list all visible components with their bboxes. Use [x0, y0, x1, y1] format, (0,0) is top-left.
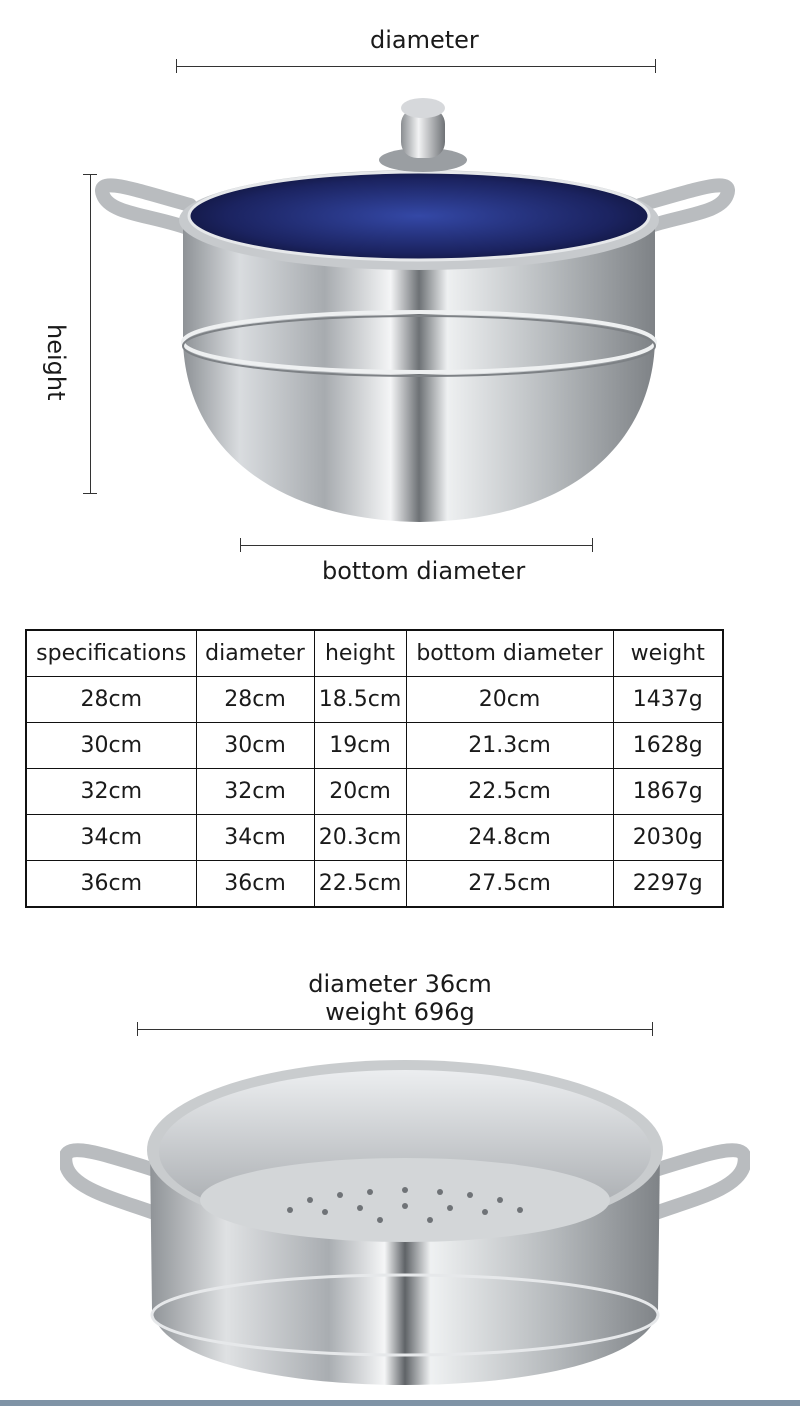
cell-specification: 34cm [26, 815, 196, 861]
cell-diameter: 28cm [196, 677, 314, 723]
stock-pot-image [95, 80, 745, 530]
steamer-diameter-label: diameter 36cm [308, 970, 492, 998]
top-diameter-label: diameter [370, 26, 479, 54]
cell-diameter: 34cm [196, 815, 314, 861]
cell-specification: 32cm [26, 769, 196, 815]
cell-specification: 28cm [26, 677, 196, 723]
cell-weight: 1437g [613, 677, 723, 723]
cell-weight: 1867g [613, 769, 723, 815]
cell-diameter: 36cm [196, 861, 314, 908]
header-diameter: diameter [196, 630, 314, 677]
header-specifications: specifications [26, 630, 196, 677]
header-weight: weight [613, 630, 723, 677]
steamer-insert-image [60, 1050, 750, 1395]
cell-weight: 2030g [613, 815, 723, 861]
cell-height: 18.5cm [314, 677, 406, 723]
cell-bottom-diameter: 24.8cm [406, 815, 613, 861]
cell-weight: 1628g [613, 723, 723, 769]
specifications-table [25, 629, 724, 908]
steamer-weight-label: weight 696g [325, 998, 475, 1026]
bottom-accent-bar [0, 1400, 800, 1406]
cell-height: 20cm [314, 769, 406, 815]
cell-height: 22.5cm [314, 861, 406, 908]
header-bottom-diameter: bottom diameter [406, 630, 613, 677]
bottom-diameter-label: bottom diameter [322, 557, 526, 585]
height-label: height [42, 324, 70, 401]
cell-bottom-diameter: 21.3cm [406, 723, 613, 769]
cell-bottom-diameter: 27.5cm [406, 861, 613, 908]
cell-bottom-diameter: 22.5cm [406, 769, 613, 815]
table-row [26, 815, 723, 861]
cell-height: 20.3cm [314, 815, 406, 861]
cell-diameter: 32cm [196, 769, 314, 815]
table-header-row [26, 630, 723, 677]
table-row [26, 677, 723, 723]
cell-height: 19cm [314, 723, 406, 769]
table-row [26, 723, 723, 769]
cell-bottom-diameter: 20cm [406, 677, 613, 723]
cell-specification: 30cm [26, 723, 196, 769]
cell-specification: 36cm [26, 861, 196, 908]
cell-diameter: 30cm [196, 723, 314, 769]
cell-weight: 2297g [613, 861, 723, 908]
table-row [26, 861, 723, 908]
table-row [26, 769, 723, 815]
header-height: height [314, 630, 406, 677]
